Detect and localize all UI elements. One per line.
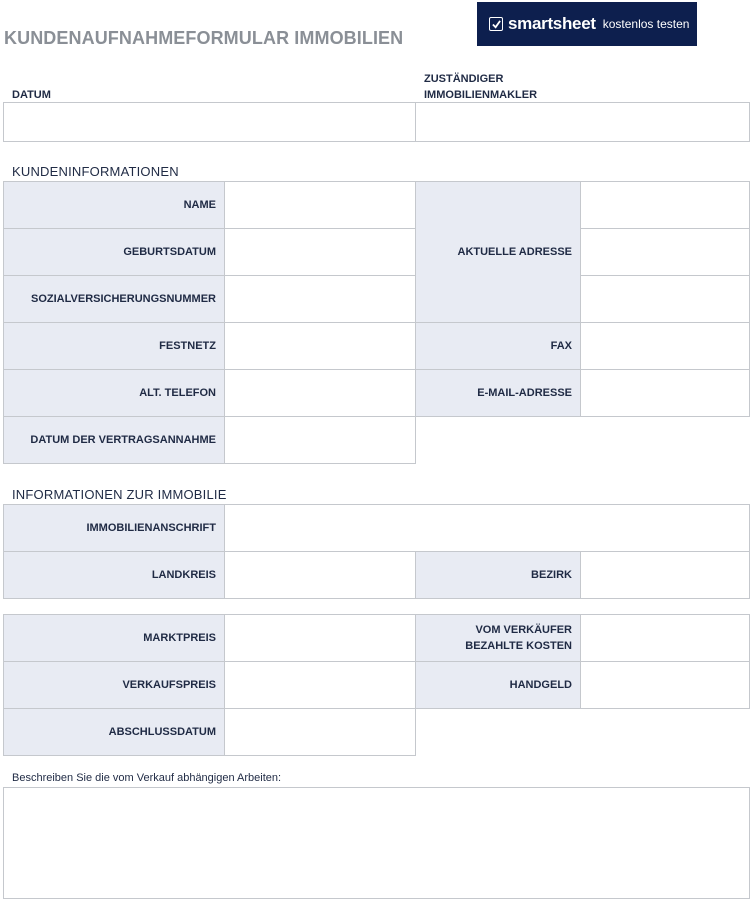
county-field[interactable] xyxy=(224,551,416,599)
sale-price-field[interactable] xyxy=(224,661,416,709)
address-label: AKTUELLE ADRESSE xyxy=(415,181,581,323)
fax-label: FAX xyxy=(415,322,581,370)
earnest-money-field[interactable] xyxy=(580,661,750,709)
district-label: BEZIRK xyxy=(415,551,581,599)
contract-date-field[interactable] xyxy=(224,416,416,464)
brand-name: smartsheet xyxy=(508,14,596,33)
birthdate-label: GEBURTSDATUM xyxy=(3,228,225,276)
contract-date-label: DATUM DER VERTRAGSANNAHME xyxy=(3,416,225,464)
seller-costs-field[interactable] xyxy=(580,614,750,662)
ssn-label: SOZIALVERSICHERUNGSNUMMER xyxy=(3,275,225,323)
seller-costs-label: VOM VERKÄUFER BEZAHLTE KOSTEN xyxy=(415,614,581,662)
district-field[interactable] xyxy=(580,551,750,599)
checkmark-logo-icon xyxy=(489,17,503,31)
email-label: E-MAIL-ADRESSE xyxy=(415,369,581,417)
fax-field[interactable] xyxy=(580,322,750,370)
name-label: NAME xyxy=(3,181,225,229)
ssn-field[interactable] xyxy=(224,275,416,323)
name-field[interactable] xyxy=(224,181,416,229)
email-field[interactable] xyxy=(580,369,750,417)
brand-cta: kostenlos testen xyxy=(602,17,690,31)
property-address-label: IMMOBILIENANSCHRIFT xyxy=(3,504,225,552)
alt-phone-field[interactable] xyxy=(224,369,416,417)
earnest-money-label: HANDGELD xyxy=(415,661,581,709)
agent-field[interactable] xyxy=(415,102,750,142)
market-price-label: MARKTPREIS xyxy=(3,614,225,662)
alt-phone-label: ALT. TELEFON xyxy=(3,369,225,417)
dependent-work-label: Beschreiben Sie die vom Verkauf abhängigen Arbeiten: xyxy=(12,772,282,784)
address-field-line-3[interactable] xyxy=(580,275,750,323)
date-label: DATUM xyxy=(12,89,51,101)
closing-date-label: ABSCHLUSSDATUM xyxy=(3,708,225,756)
sale-price-label: VERKAUFSPREIS xyxy=(3,661,225,709)
address-field-line-1[interactable] xyxy=(580,181,750,229)
smartsheet-trial-banner[interactable] xyxy=(477,2,697,46)
date-field[interactable] xyxy=(3,102,416,142)
county-label: LANDKREIS xyxy=(3,551,225,599)
client-info-heading: KUNDENINFORMATIONEN xyxy=(12,164,179,179)
form-title: KUNDENAUFNAHMEFORMULAR IMMOBILIEN xyxy=(4,28,404,48)
closing-date-field[interactable] xyxy=(224,708,416,756)
market-price-field[interactable] xyxy=(224,614,416,662)
property-address-field[interactable] xyxy=(224,504,750,552)
address-field-line-2[interactable] xyxy=(580,228,750,276)
landline-label: FESTNETZ xyxy=(3,322,225,370)
birthdate-field[interactable] xyxy=(224,228,416,276)
property-info-heading: INFORMATIONEN ZUR IMMOBILIE xyxy=(12,487,227,502)
dependent-work-textarea[interactable] xyxy=(3,787,750,899)
agent-label: ZUSTÄNDIGER IMMOBILIENMAKLER xyxy=(424,73,538,101)
landline-field[interactable] xyxy=(224,322,416,370)
